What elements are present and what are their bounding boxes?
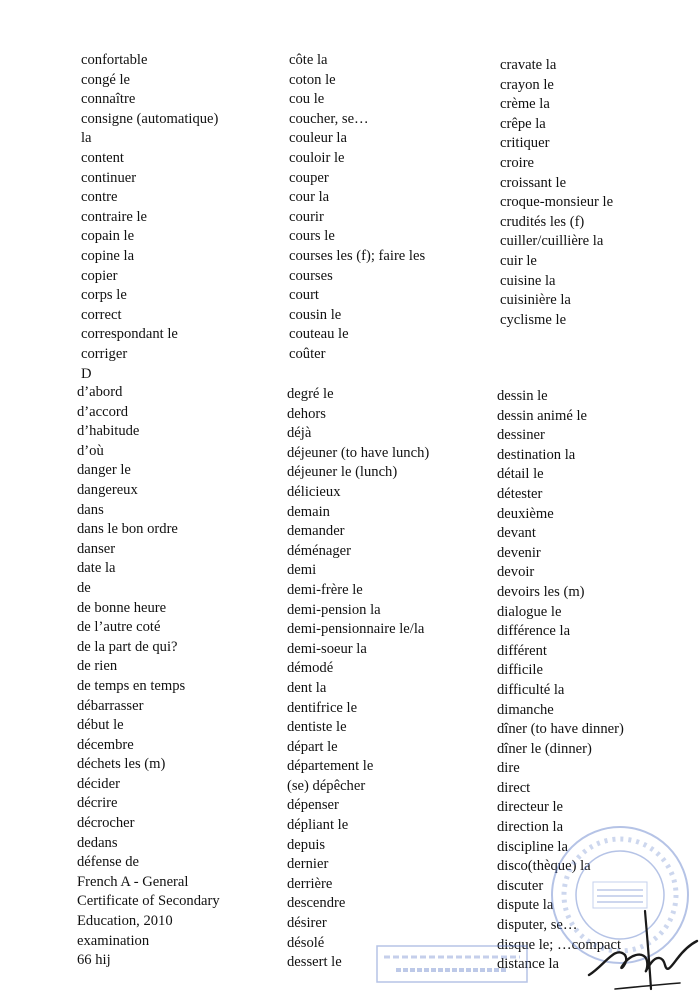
- vocab-entry: dessert le: [287, 954, 342, 971]
- vocab-entry: démodé: [287, 660, 334, 677]
- vocab-entry: dessin animé le: [497, 407, 587, 424]
- vocab-entry: cou le: [289, 91, 325, 108]
- vocab-entry: demi: [287, 562, 317, 579]
- vocab-entry: demi-pensionnaire le/la: [287, 621, 425, 638]
- vocab-entry: examination: [77, 932, 150, 949]
- vocab-entry: courir: [289, 208, 324, 225]
- vocab-entry: de l’autre coté: [77, 619, 161, 636]
- vocab-entry: critiquer: [500, 135, 550, 152]
- vocab-entry: devoirs les (m): [497, 583, 585, 600]
- vocab-entry: deuxième: [497, 505, 554, 522]
- vocab-entry: déjà: [287, 425, 312, 442]
- vocab-entry: dans le bon ordre: [77, 521, 178, 538]
- vocab-entry: débarrasser: [77, 697, 144, 714]
- vocab-entry: court: [289, 287, 319, 304]
- vocab-entry: difficulté la: [497, 681, 565, 698]
- vocab-entry: dentiste le: [287, 719, 347, 736]
- vocab-entry: département le: [287, 758, 374, 775]
- vocab-entry: consigne (automatique): [81, 110, 219, 127]
- vocab-entry: différent: [497, 642, 547, 659]
- vocab-entry: dépliant le: [287, 817, 349, 834]
- vocab-entry: danser: [77, 540, 116, 557]
- vocab-column-1-bottom: [77, 383, 220, 971]
- vocab-entry: déjeuner (to have lunch): [287, 444, 430, 461]
- vocab-entry: congé le: [81, 71, 131, 88]
- vocab-entry: côte la: [289, 52, 328, 68]
- vocab-entry: détail le: [497, 466, 544, 483]
- vocab-entry: désirer: [287, 915, 327, 932]
- vocab-entry: dedans: [77, 834, 118, 851]
- vocab-column-2-bottom: [287, 385, 429, 973]
- vocab-entry: dentifrice le: [287, 699, 358, 716]
- vocab-entry: dans: [77, 501, 104, 518]
- vocab-entry: D: [81, 365, 92, 382]
- vocab-entry: couteau le: [289, 326, 349, 343]
- vocab-entry: décembre: [77, 736, 134, 753]
- vocab-entry: corriger: [81, 345, 128, 362]
- vocab-column-2-top: [289, 51, 425, 365]
- vocab-entry: la: [81, 130, 92, 147]
- vocab-entry: depuis: [287, 836, 326, 853]
- vocab-entry: cousin le: [289, 306, 342, 323]
- vocab-entry: content: [81, 149, 124, 166]
- vocab-entry: disque le; …compact: [497, 936, 622, 953]
- vocab-entry: croire: [500, 154, 535, 171]
- vocab-entry: demi-frère le: [287, 581, 363, 598]
- vocab-entry: destination la: [497, 446, 576, 463]
- vocab-entry: discipline la: [497, 838, 568, 855]
- vocab-entry: crêpe la: [500, 115, 546, 132]
- vocab-entry: dire: [497, 760, 520, 777]
- vocab-entry: correspondant le: [81, 326, 178, 343]
- vocab-entry: degré le: [287, 386, 334, 402]
- vocab-entry: correct: [81, 306, 122, 323]
- vocab-entry: dépenser: [287, 797, 339, 814]
- vocab-entry: différence la: [497, 623, 571, 640]
- vocab-entry: dessiner: [497, 427, 545, 444]
- vocab-entry: (se) dépêcher: [287, 777, 366, 794]
- rectangular-stamp: [376, 945, 528, 983]
- vocab-entry: confortable: [81, 52, 148, 68]
- vocab-entry: disputer, se…: [497, 917, 578, 934]
- vocab-entry: décrocher: [77, 815, 135, 832]
- vocab-entry: croque-monsieur le: [500, 194, 614, 211]
- vocab-entry: cuisine la: [500, 272, 556, 289]
- vocab-entry: discuter: [497, 877, 544, 894]
- vocab-entry: cours le: [289, 228, 335, 245]
- vocab-entry: French A - General: [77, 873, 189, 890]
- vocab-entry: copain le: [81, 228, 135, 245]
- vocab-entry: délicieux: [287, 483, 341, 500]
- vocab-entry: de rien: [77, 658, 118, 675]
- vocab-entry: coucher, se…: [289, 110, 369, 127]
- vocab-entry: 66 hij: [77, 952, 111, 969]
- vocab-entry: continuer: [81, 169, 137, 186]
- vocab-entry: difficile: [497, 662, 543, 679]
- vocab-entry: dispute la: [497, 897, 554, 914]
- vocab-entry: Certificate of Secondary: [77, 893, 220, 910]
- vocab-entry: cuir le: [500, 252, 537, 269]
- vocab-entry: couleur la: [289, 130, 347, 147]
- vocab-entry: déchets les (m): [77, 756, 166, 773]
- vocab-entry: corps le: [81, 287, 127, 304]
- vocab-entry: demi-soeur la: [287, 640, 367, 657]
- vocab-entry: directeur le: [497, 799, 564, 816]
- vocab-entry: déjeuner le (lunch): [287, 464, 398, 481]
- vocab-entry: d’accord: [77, 403, 129, 420]
- vocab-entry: courses: [289, 267, 333, 284]
- vocab-entry: courses les (f); faire les: [289, 247, 426, 264]
- vocab-entry: défense de: [77, 854, 139, 871]
- vocab-entry: dernier: [287, 856, 329, 873]
- vocab-entry: couloir le: [289, 149, 345, 166]
- vocab-entry: dîner le (dinner): [497, 740, 592, 757]
- vocab-entry: cyclisme le: [500, 311, 567, 328]
- vocab-entry: devenir: [497, 544, 541, 561]
- vocab-entry: dialogue le: [497, 603, 562, 620]
- vocab-entry: couper: [289, 169, 329, 186]
- vocab-entry: copine la: [81, 247, 135, 264]
- vocab-entry: désolé: [287, 934, 325, 951]
- vocab-entry: de: [77, 579, 91, 596]
- vocab-entry: contraire le: [81, 208, 148, 225]
- vocab-entry: connaître: [81, 91, 136, 108]
- vocab-entry: descendre: [287, 895, 346, 912]
- vocab-entry: croissant le: [500, 174, 567, 191]
- vocab-entry: derrière: [287, 875, 333, 892]
- vocab-entry: départ le: [287, 738, 338, 755]
- vocab-entry: dîner (to have dinner): [497, 721, 624, 738]
- vocab-entry: demi-pension la: [287, 601, 381, 618]
- vocab-entry: copier: [81, 267, 118, 284]
- vocab-entry: cravate la: [500, 57, 557, 73]
- vocab-entry: crudités les (f): [500, 213, 585, 230]
- vocab-entry: début le: [77, 717, 124, 734]
- vocab-column-1-top: [81, 51, 218, 384]
- vocab-entry: d’habitude: [77, 423, 140, 440]
- vocab-entry: contre: [81, 189, 118, 206]
- vocab-entry: crème la: [500, 96, 550, 113]
- vocab-entry: de la part de qui?: [77, 638, 178, 655]
- vocab-entry: demander: [287, 523, 345, 540]
- vocab-entry: date la: [77, 560, 116, 577]
- vocab-column-3-top: [500, 56, 613, 330]
- vocab-entry: cuiller/cuillière la: [500, 233, 604, 250]
- vocab-entry: dent la: [287, 679, 327, 696]
- vocab-entry: distance la: [497, 956, 559, 973]
- vocab-entry: Education, 2010: [77, 913, 173, 930]
- vocab-entry: devoir: [497, 564, 535, 581]
- vocab-entry: de temps en temps: [77, 677, 186, 694]
- vocab-entry: d’abord: [77, 384, 123, 400]
- vocab-entry: direction la: [497, 819, 564, 836]
- vocab-entry: crayon le: [500, 76, 554, 93]
- vocab-entry: décider: [77, 775, 120, 792]
- vocab-entry: dehors: [287, 405, 326, 422]
- vocab-entry: dangereux: [77, 481, 138, 498]
- vocab-entry: danger le: [77, 462, 131, 479]
- vocab-entry: direct: [497, 779, 531, 796]
- vocab-entry: disco(thèque) la: [497, 858, 591, 875]
- vocab-entry: d’où: [77, 442, 104, 459]
- vocab-entry: cour la: [289, 189, 330, 206]
- vocab-entry: demain: [287, 503, 330, 520]
- vocab-entry: de bonne heure: [77, 599, 167, 616]
- vocab-entry: déménager: [287, 542, 352, 559]
- vocab-entry: détester: [497, 485, 543, 502]
- handwritten-signature: [585, 905, 700, 995]
- vocab-entry: coûter: [289, 345, 326, 362]
- vocab-entry: devant: [497, 525, 536, 542]
- vocab-entry: coton le: [289, 71, 336, 88]
- vocab-entry: cuisinière la: [500, 292, 571, 309]
- vocab-entry: dimanche: [497, 701, 554, 718]
- vocab-entry: dessin le: [497, 388, 548, 404]
- vocab-entry: décrire: [77, 795, 118, 812]
